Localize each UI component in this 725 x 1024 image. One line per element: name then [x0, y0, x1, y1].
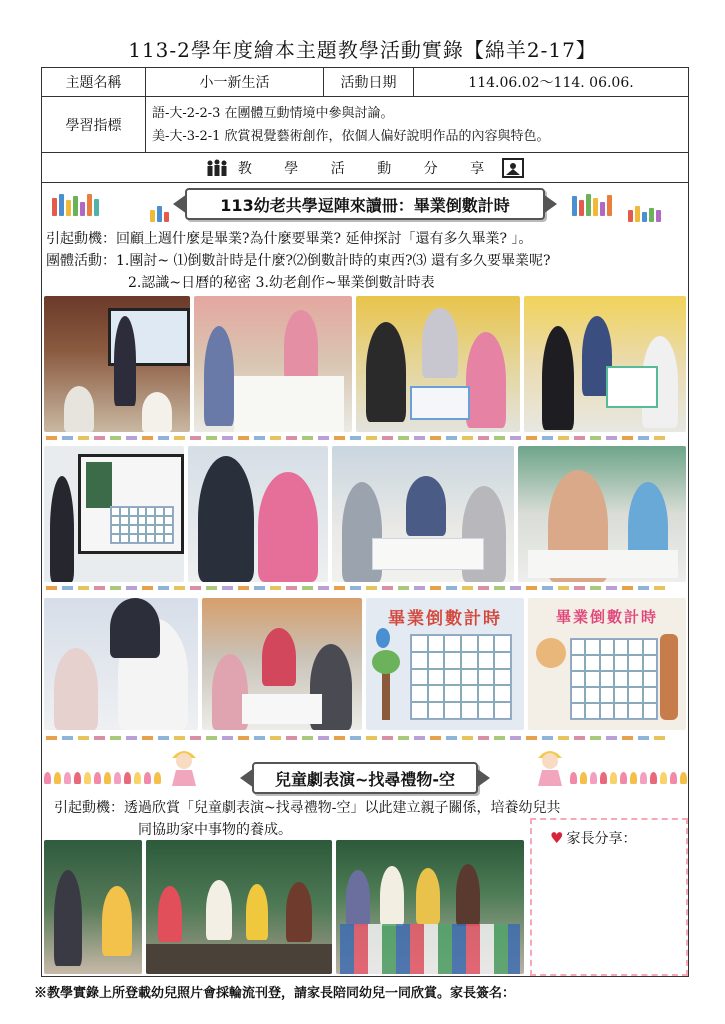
tulip-icon — [54, 772, 61, 784]
divider-dash — [238, 436, 249, 440]
divider-dash — [62, 736, 73, 740]
tulip-icon — [94, 772, 101, 784]
divider-dash — [190, 436, 201, 440]
divider-dash — [382, 586, 393, 590]
tulip-icon — [680, 772, 687, 784]
divider-dash — [478, 736, 489, 740]
divider-dash — [590, 436, 601, 440]
divider-dash — [398, 736, 409, 740]
girl-illustration-left — [168, 744, 200, 786]
divider-dash — [462, 586, 473, 590]
divider-dash — [126, 736, 137, 740]
flowers-decoration-left — [44, 772, 161, 786]
tulip-icon — [64, 772, 71, 784]
divider-dash — [94, 736, 105, 740]
tulip-icon — [104, 772, 111, 784]
divider-dash — [590, 586, 601, 590]
divider-dash — [622, 436, 633, 440]
divider-dash — [46, 586, 57, 590]
divider-dash — [590, 736, 601, 740]
divider-dash — [222, 736, 233, 740]
photo-teacher-presenting — [44, 296, 190, 432]
tulip-icon — [84, 772, 91, 784]
parent-share-box[interactable] — [530, 818, 688, 976]
divider-dash — [606, 436, 617, 440]
calendar-grid — [570, 638, 658, 720]
divider-dash — [478, 436, 489, 440]
tulip-icon — [640, 772, 647, 784]
divider-dash — [318, 586, 329, 590]
divider-dash — [270, 586, 281, 590]
parent-share-label: 家長分享： — [566, 831, 637, 847]
photo-drama-stage — [146, 840, 332, 974]
divider-dash — [366, 436, 377, 440]
photo-elder-child-drawing — [518, 446, 686, 582]
divider-dash — [606, 736, 617, 740]
divider-dash — [158, 736, 169, 740]
divider-dash — [206, 436, 217, 440]
divider-dash — [158, 436, 169, 440]
tulip-icon — [44, 772, 51, 784]
divider-dash — [446, 436, 457, 440]
photo-children-showing-calendar — [524, 296, 686, 432]
photo-calendar-screen — [44, 446, 184, 582]
divider-dash — [174, 736, 185, 740]
divider-dash — [286, 586, 297, 590]
divider-dash — [382, 436, 393, 440]
divider-dash — [94, 586, 105, 590]
divider-dash — [286, 436, 297, 440]
tulip-icon — [580, 772, 587, 784]
divider-dash — [654, 586, 665, 590]
share-heading-row — [42, 153, 688, 183]
divider-dash — [414, 586, 425, 590]
tulip-icon — [570, 772, 577, 784]
divider-dash — [126, 586, 137, 590]
divider-dash — [318, 436, 329, 440]
divider-dash — [254, 436, 265, 440]
divider-dash — [542, 436, 553, 440]
divider-dash — [462, 736, 473, 740]
divider-dash — [494, 436, 505, 440]
divider-dash — [238, 736, 249, 740]
divider-dash — [302, 586, 313, 590]
section1-motivation: 引起動機：回顧上週什麼是畢業?為什麼要畢業? 延伸探討「還有多久畢業? 」。 — [46, 231, 533, 247]
books-decoration-left — [52, 194, 99, 216]
divider-dash — [574, 436, 585, 440]
divider-dash — [542, 586, 553, 590]
date-value: 114.06.02～114. 06.06. — [468, 75, 634, 91]
divider-dash — [398, 436, 409, 440]
calendar-grid — [410, 634, 512, 720]
divider-dash — [206, 586, 217, 590]
divider-dash — [142, 736, 153, 740]
tulip-icon — [114, 772, 121, 784]
divider-dash — [78, 586, 89, 590]
tulip-icon — [124, 772, 131, 784]
section2-banner: 兒童劇表演~找尋禮物-空 — [252, 762, 478, 794]
divider-dash — [190, 586, 201, 590]
photo-drama-performer — [44, 840, 142, 974]
books-decoration-left-small — [150, 200, 169, 222]
divider-dash — [78, 436, 89, 440]
divider-dash — [446, 736, 457, 740]
info-row — [42, 68, 688, 97]
tulip-icon — [610, 772, 617, 784]
divider-dash — [254, 736, 265, 740]
section1-activity-cont: 2.認識~日曆的秘密 3.幼老創作~畢業倒數計時表 — [128, 275, 435, 291]
divider-dash — [398, 586, 409, 590]
divider-dash — [334, 586, 345, 590]
divider-dash — [270, 736, 281, 740]
divider-dash — [190, 736, 201, 740]
divider-dash — [638, 586, 649, 590]
artwork-title: 畢業倒數計時 — [388, 609, 502, 629]
tulip-icon — [650, 772, 657, 784]
photo-class-working — [202, 598, 362, 730]
divider-dash — [62, 586, 73, 590]
divider-dash — [318, 736, 329, 740]
divider-dash — [110, 436, 121, 440]
tulip-icon — [144, 772, 151, 784]
dashed-divider — [46, 436, 665, 440]
divider-dash — [638, 436, 649, 440]
section1-activity: 團體活動：1.團討~ ⑴倒數計時是什麼?⑵倒數計時的東西?⑶ 還有多久要畢業呢? — [46, 253, 551, 269]
indicator-item: 美-大-3-2-1 欣賞視覺藝術創作，依個人偏好說明作品的內容與特色。 — [152, 128, 550, 144]
indicator-label: 學習指標 — [42, 97, 146, 152]
theme-value: 小一新生活 — [146, 68, 324, 96]
theme-label: 主題名稱 — [42, 68, 146, 96]
heart-icon: ♥ — [550, 829, 564, 847]
books-decoration-right-small — [628, 200, 661, 222]
divider-dash — [206, 736, 217, 740]
artwork-title: 畢業倒數計時 — [555, 608, 658, 626]
divider-dash — [94, 436, 105, 440]
flowers-decoration-right — [570, 772, 687, 786]
divider-dash — [558, 436, 569, 440]
divider-dash — [558, 736, 569, 740]
section2-motivation-cont: 同協助家中事物的養成。 — [138, 822, 292, 838]
divider-dash — [142, 436, 153, 440]
tulip-icon — [660, 772, 667, 784]
page-title: 113-2學年度繪本主題教學活動實錄【綿羊2-17】 — [128, 38, 597, 62]
calendar-grid — [110, 506, 174, 544]
divider-dash — [462, 436, 473, 440]
tulip-icon — [154, 772, 161, 784]
divider-dash — [430, 436, 441, 440]
dashed-divider — [46, 586, 665, 590]
divider-dash — [366, 736, 377, 740]
date-label: 活動日期 — [324, 68, 414, 96]
divider-dash — [526, 586, 537, 590]
divider-dash — [334, 736, 345, 740]
divider-dash — [366, 586, 377, 590]
divider-dash — [574, 586, 585, 590]
photo-teacher-and-elder — [188, 446, 328, 582]
section1-banner: 113幼老共學逗陣來讀冊：畢業倒數計時 — [185, 188, 545, 220]
divider-dash — [558, 586, 569, 590]
divider-dash — [158, 586, 169, 590]
divider-dash — [126, 436, 137, 440]
divider-dash — [350, 586, 361, 590]
divider-dash — [334, 436, 345, 440]
photo-children-drawing — [356, 296, 520, 432]
divider-dash — [142, 586, 153, 590]
divider-dash — [510, 586, 521, 590]
indicator-list — [146, 97, 550, 152]
indicator-item: 語-大-2-2-3 在團體互動情境中參與討論。 — [152, 105, 394, 121]
divider-dash — [654, 736, 665, 740]
divider-dash — [286, 736, 297, 740]
photo-child-writing — [44, 598, 198, 730]
artwork-countdown-2 — [528, 598, 686, 730]
divider-dash — [542, 736, 553, 740]
divider-dash — [222, 586, 233, 590]
artwork-countdown-1 — [366, 598, 524, 730]
picture-frame-icon — [502, 158, 524, 178]
girl-illustration-right — [534, 744, 566, 786]
tulip-icon — [74, 772, 81, 784]
divider-dash — [478, 586, 489, 590]
divider-dash — [350, 436, 361, 440]
footer-note: ※教學實錄上所登載幼兒照片會採輪流刊登，請家長陪同幼兒一同欣賞。家長簽名： — [34, 986, 516, 1001]
divider-dash — [78, 736, 89, 740]
divider-dash — [62, 436, 73, 440]
divider-dash — [638, 736, 649, 740]
divider-dash — [254, 586, 265, 590]
divider-dash — [238, 586, 249, 590]
divider-dash — [382, 736, 393, 740]
divider-dash — [446, 586, 457, 590]
tulip-icon — [630, 772, 637, 784]
divider-dash — [270, 436, 281, 440]
divider-dash — [430, 586, 441, 590]
tulip-icon — [590, 772, 597, 784]
divider-dash — [414, 436, 425, 440]
photo-elder-child-table — [194, 296, 352, 432]
divider-dash — [622, 736, 633, 740]
section2-motivation: 引起動機：透過欣賞「兒童劇表演~找尋禮物-空」以此建立親子關係，培養幼兒共 — [54, 800, 561, 816]
divider-dash — [526, 436, 537, 440]
divider-dash — [302, 736, 313, 740]
divider-dash — [110, 736, 121, 740]
divider-dash — [414, 736, 425, 740]
divider-dash — [622, 586, 633, 590]
divider-dash — [606, 586, 617, 590]
divider-dash — [494, 736, 505, 740]
tulip-icon — [670, 772, 677, 784]
divider-dash — [46, 736, 57, 740]
divider-dash — [574, 736, 585, 740]
divider-dash — [174, 436, 185, 440]
divider-dash — [110, 586, 121, 590]
books-decoration-right — [572, 194, 612, 216]
photo-group-creating — [332, 446, 514, 582]
people-icon — [206, 159, 228, 177]
tulip-icon — [620, 772, 627, 784]
divider-dash — [174, 586, 185, 590]
divider-dash — [302, 436, 313, 440]
indicator-row — [42, 97, 688, 153]
divider-dash — [526, 736, 537, 740]
divider-dash — [654, 436, 665, 440]
share-title: 教 學 活 動 分 享 — [237, 160, 499, 177]
tulip-icon — [600, 772, 607, 784]
divider-dash — [510, 736, 521, 740]
divider-dash — [222, 436, 233, 440]
divider-dash — [494, 586, 505, 590]
divider-dash — [350, 736, 361, 740]
divider-dash — [46, 436, 57, 440]
divider-dash — [510, 436, 521, 440]
tulip-icon — [134, 772, 141, 784]
divider-dash — [430, 736, 441, 740]
dashed-divider — [46, 736, 665, 740]
photo-group-with-performers — [336, 840, 524, 974]
